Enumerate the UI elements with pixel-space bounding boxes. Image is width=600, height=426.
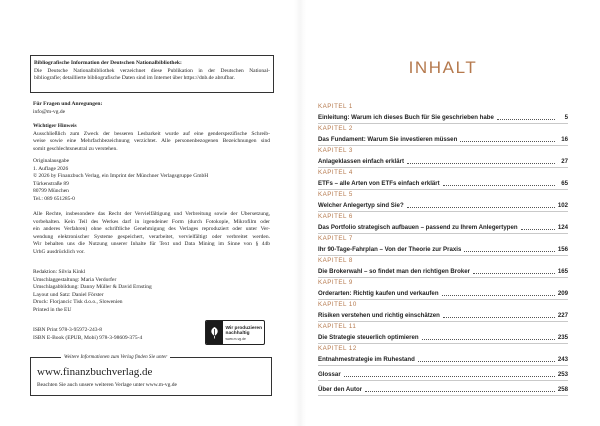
chapter-label: KAPITEL 11 <box>318 323 357 330</box>
text-line: Layout und Satz: Daniel Förster <box>33 291 104 298</box>
isbn-block <box>33 327 203 342</box>
toc-row <box>318 244 568 256</box>
toc-entry-chapter-7 <box>318 234 568 256</box>
chapter-label: KAPITEL 3 <box>318 147 353 154</box>
chapter-label: KAPITEL 2 <box>318 125 353 132</box>
edition-block <box>33 158 270 204</box>
rights-block <box>33 211 270 257</box>
leaf-icon <box>206 321 223 344</box>
toc-entry-title: Entnahmestrategie im Ruhestand <box>318 355 415 363</box>
text-line: bibliografie; detaillierte bibliografische Daten sind im Internet über https://dnb.de abrufbar. <box>34 75 235 82</box>
dot-leader <box>442 295 555 296</box>
toc-page-number: 209 <box>557 289 568 297</box>
bibliographic-info-heading: Bibliografische Information der Deutschen Nationalbibliothek: <box>34 60 182 66</box>
dot-leader <box>473 273 555 274</box>
toc-entry-title: Glossar <box>318 370 341 378</box>
contact-email: info@m-vg.de <box>33 108 66 115</box>
toc-row <box>318 112 568 124</box>
toc-extra-list <box>318 369 568 399</box>
notice-text <box>33 131 270 154</box>
chapter-label: KAPITEL 4 <box>318 169 353 176</box>
toc-chapter-list <box>318 102 568 366</box>
toc-row <box>318 310 568 322</box>
text-line: Druck: Florjancic Tisk d.o.o., Slowenien <box>33 299 123 306</box>
toc-page-number: 156 <box>557 245 568 253</box>
chapter-label: KAPITEL 5 <box>318 191 353 198</box>
text-line: Wir behalten uns die Nutzung unserer Inhalte für Text und Data Mining im Sinne von § 44b <box>33 241 270 248</box>
contact-block <box>33 101 270 116</box>
toc-entry-extra-1 <box>318 369 568 381</box>
toc-entry-chapter-9 <box>318 278 568 300</box>
toc-page-number: 243 <box>557 355 568 363</box>
text-line: ISBN E-Book (EPUB, Mobi) 978-3-98609-375-4 <box>33 334 143 341</box>
text-line: Türkenstraße 89 <box>33 180 69 187</box>
dot-leader <box>407 163 555 164</box>
toc-row <box>318 266 568 278</box>
text-line: Die Deutsche Nationalbibliothek verzeichnet diese Publikation in der Deutschen National- <box>34 67 270 74</box>
toc-row <box>318 332 568 344</box>
website-box-legend: Weitere Informationen zum Verlag finden Sie unter <box>61 354 170 361</box>
toc-page-number: 253 <box>557 370 568 378</box>
toc-page-number: 165 <box>557 267 568 275</box>
chapter-label: KAPITEL 10 <box>318 301 357 308</box>
toc-entry-title: Das Fundament: Warum Sie investieren müssen <box>318 135 458 143</box>
toc-page-number: 16 <box>561 135 568 143</box>
badge-line-2: nachhaltig <box>225 331 250 337</box>
publisher-website-box <box>30 354 272 396</box>
contact-heading: Für Fragen und Anregungen: <box>33 101 103 107</box>
bibliographic-info-box <box>30 55 274 93</box>
toc-page-number: 227 <box>557 311 568 319</box>
toc-entry-title: Anlageklassen einfach erklärt <box>318 157 405 165</box>
text-line: wendung elektronischer Systeme gespeichert, verarbeitet, vervielfältigt oder verbreitet werden. <box>33 233 270 240</box>
toc-entry-chapter-8 <box>318 256 568 278</box>
publisher-website-url: www.finanzbuchverlag.de <box>37 366 153 378</box>
toc-entry-chapter-11 <box>318 322 568 344</box>
toc-entry-chapter-12 <box>318 344 568 366</box>
notice-block <box>33 123 270 153</box>
badge-text <box>223 321 264 344</box>
toc-entry-chapter-6 <box>318 212 568 234</box>
text-line: vorbehalten. Kein Teil des Werkes darf in irgendeiner Form (durch Fotokopie, Mikrofilm oder <box>33 218 270 225</box>
toc-row <box>318 222 568 234</box>
dot-leader <box>365 391 555 392</box>
contents-heading: INHALT <box>408 58 478 77</box>
text-line: Tel.: 089 651285-0 <box>33 195 75 202</box>
toc-page-number: 258 <box>557 385 568 393</box>
toc-row <box>318 156 568 168</box>
dot-leader <box>344 376 555 377</box>
toc-entry-extra-2 <box>318 384 568 396</box>
chapter-label: KAPITEL 9 <box>318 279 353 286</box>
dot-leader <box>443 185 555 186</box>
sustainability-badge <box>205 320 265 345</box>
text-line: Originalausgabe <box>33 158 70 164</box>
dot-leader <box>418 361 555 362</box>
toc-row <box>318 288 568 300</box>
text-line: 80799 München <box>33 188 69 195</box>
toc-entry-chapter-5 <box>318 190 568 212</box>
bibliographic-info-text <box>34 68 270 83</box>
text-line: UrhG ausdrücklich vor. <box>33 248 85 255</box>
text-line: © 2026 by Finanzbuch Verlag, ein Imprint der Münchner Verlagsgruppe GmbH <box>33 173 209 180</box>
toc-page-number: 27 <box>561 157 568 165</box>
toc-page-number: 102 <box>557 201 568 209</box>
toc-entry-title: Risiken verstehen und richtig einschätzen <box>318 311 440 319</box>
text-line: somit geschlechtsneutral zu verstehen. <box>33 145 118 152</box>
text-line: ISBN Print 978-3-95972-243-8 <box>33 327 103 333</box>
toc-entry-title: Ihr 90-Tage-Fahrplan – Von der Theorie zur Praxis <box>318 245 462 253</box>
text-line: ein anderes Verfahren) ohne schriftliche Genehmigung des Verlages reproduziert oder unter Ver- <box>33 226 270 233</box>
dot-leader <box>497 119 555 120</box>
toc-entry-title: Das Portfolio strategisch aufbauen – passend zu Ihrem Anlegertypen <box>318 223 518 231</box>
dot-leader <box>460 141 555 142</box>
toc-row <box>318 134 568 146</box>
dot-leader <box>464 251 554 252</box>
text-line: Ausschließlich zum Zweck der besseren Lesbarkeit wurde auf eine genderspezifische Schreib- <box>33 130 270 137</box>
chapter-label: KAPITEL 12 <box>318 345 357 352</box>
toc-entry-chapter-2 <box>318 124 568 146</box>
toc-entry-title: Orderarten: Richtig kaufen und verkaufen <box>318 289 439 297</box>
toc-row <box>318 354 568 366</box>
dot-leader <box>443 317 555 318</box>
toc-page-number: 5 <box>564 113 568 121</box>
toc-row <box>318 200 568 212</box>
contents-page <box>300 0 600 426</box>
toc-entry-title: Welcher Anlegertyp sind Sie? <box>318 201 404 209</box>
text-line: weise sowie eine Mehrfachbezeichnung verzichtet. Alle personenbezogenen Bezeichnungen sind <box>33 138 270 145</box>
toc-entry-title: Die Strategie steuerlich optimieren <box>318 333 419 341</box>
chapter-label: KAPITEL 8 <box>318 257 353 264</box>
toc-entry-chapter-3 <box>318 146 568 168</box>
toc-entry-title: Über den Autor <box>318 385 363 393</box>
badge-line-1: Wir produzieren <box>225 325 262 331</box>
toc-entry-chapter-10 <box>318 300 568 322</box>
text-line: Umschlagabbildung: Danny Müller & David Ernsting <box>33 284 152 291</box>
chapter-label: KAPITEL 7 <box>318 235 353 242</box>
toc-row <box>318 178 568 190</box>
toc-entry-title: Einleitung: Warum ich dieses Buch für Sie geschrieben habe <box>318 113 494 121</box>
text-line: Umschlaggestaltung: Maria Verdorfer <box>33 276 117 283</box>
chapter-label: KAPITEL 6 <box>318 213 353 220</box>
badge-url: www.m-vg.de <box>225 336 246 341</box>
text-line: Printed in the EU <box>33 306 72 313</box>
toc-page-number: 235 <box>557 333 568 341</box>
dot-leader <box>407 207 555 208</box>
toc-entry-title: Die Brokerwahl – so findet man den richtigen Broker <box>318 267 471 275</box>
text-line: 1. Auflage 2026 <box>33 165 69 172</box>
toc-entry-title: ETFs – alle Arten von ETFs einfach erklärt <box>318 179 440 187</box>
text-line: Alle Rechte, insbesondere das Recht der Vervielfältigung und Verbreitung sowie der Übersetzung, <box>33 211 270 217</box>
dot-leader <box>422 339 555 340</box>
text-line: Redaktion: Silvia Kinkl <box>33 269 86 275</box>
notice-heading: Wichtiger Hinweis <box>33 123 77 129</box>
toc-page-number: 124 <box>557 223 568 231</box>
other-publishers-note: Beachten Sie auch unsere weiteren Verlage unter www.m-vg.de <box>37 382 177 388</box>
credits-block <box>33 269 270 315</box>
toc-entry-chapter-1 <box>318 102 568 124</box>
dot-leader <box>521 229 555 230</box>
toc-page-number: 65 <box>561 179 568 187</box>
chapter-label: KAPITEL 1 <box>318 103 353 110</box>
toc-entry-chapter-4 <box>318 168 568 190</box>
